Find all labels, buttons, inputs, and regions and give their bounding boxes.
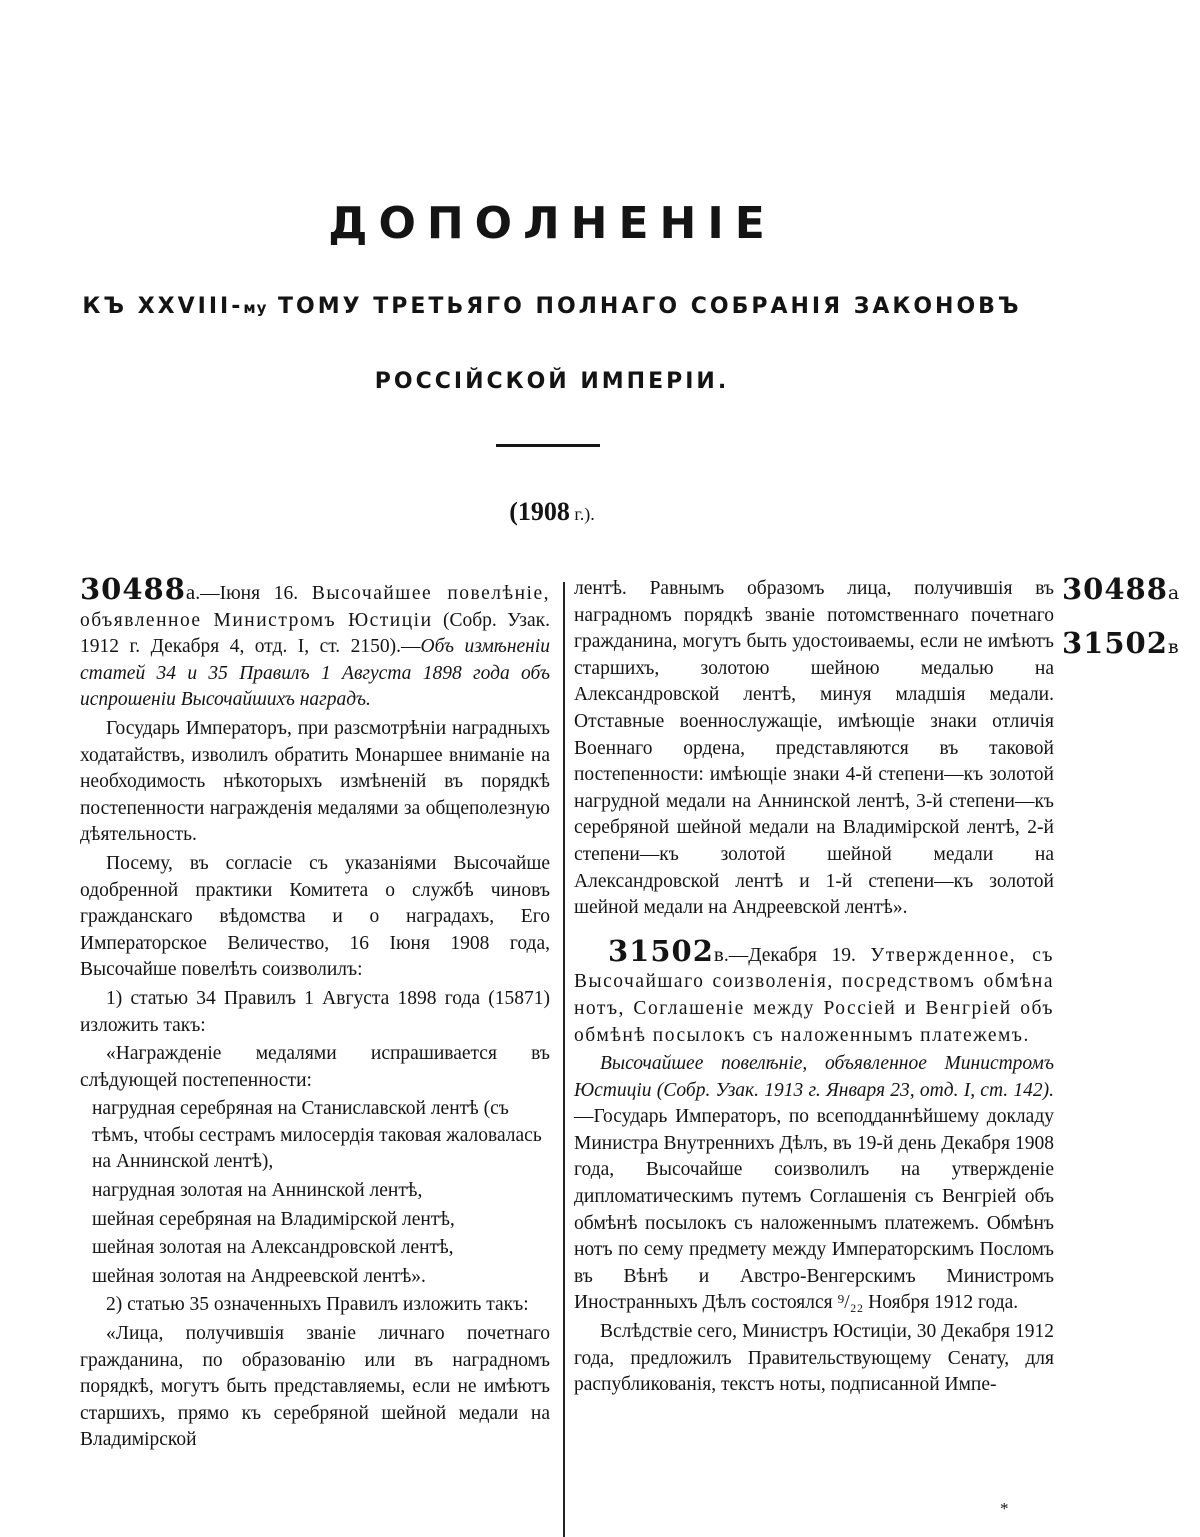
- title-divider: [496, 444, 600, 447]
- subtitle-volume-part2: ТОМУ ТРЕТЬЯГО ПОЛНАГО СОБРАНІЯ ЗАКОНОВЪ: [267, 294, 1022, 319]
- margin-number-2-suffix: в: [1167, 636, 1180, 658]
- column-separator: [563, 582, 565, 1537]
- entry-2-paragraph-1-text: —Государь Императоръ, по всеподданнѣйшему докладу Министра Внутреннихъ Дѣлъ, въ 19-й день Декабря 1908 года, Высочайше соизволилъ на утвержденіе дипломатическимъ путемъ Соглашенія съ Венгріей объ обмѣнѣ посылокъ съ наложеннымъ платежемъ. Обмѣнъ нотъ по сему предмету между Императорскимъ Посломъ въ Вѣнѣ и Австро-Венгерскимъ Министромъ Иностранныхъ Дѣлъ состоялся ⁹/₂₂ Ноября 1912 года.: [574, 1106, 1054, 1314]
- entry-1-citation: (Собр. Узак. 1912 г. Декабря 4, отд. I, ст. 2150).—: [80, 609, 550, 658]
- entry-2-number: 31502: [608, 933, 714, 968]
- left-column: [80, 572, 550, 1454]
- entry-2-heading-text: Утвержденное, съ Высочайшаго соизволенія, посредствомъ обмѣна нотъ, Соглашеніе между Россіей и Венгріей объ обмѣнѣ посылокъ съ наложеннымъ платежемъ.: [574, 944, 1054, 1046]
- subtitle-empire: РОССІЙСКОЙ ИМПЕРІИ.: [374, 369, 730, 394]
- right-column: [574, 576, 1054, 1399]
- entry-1-subject: Объ измѣненіи статей 34 и 35 Правилъ 1 Августа 1898 года объ испрошеніи Высочайшихъ наградъ.: [80, 636, 550, 711]
- medal-list-item-5: шейная золотая на Андреевской лентѣ».: [92, 1265, 426, 1287]
- entry-2-number-suffix: в: [713, 941, 724, 966]
- entry-1-paragraph-4: «Награжденіе медалями испрашивается въ слѣдующей постепенности:: [80, 1043, 550, 1091]
- margin-number-2-digits: 31502: [1062, 626, 1168, 660]
- entry-1-number: 30488: [80, 572, 186, 606]
- medal-list-item-4: шейная золотая на Александровской лентѣ,: [92, 1237, 454, 1259]
- entry-1-paragraph-3: 1) статью 34 Правилъ 1 Августа 1898 года (15871) изложить такъ:: [80, 987, 550, 1036]
- entry-2-date: .—Декабря 19.: [723, 944, 871, 966]
- subtitle-volume-part1: КЪ XXVIII-: [82, 294, 244, 319]
- subtitle-volume-superscript: му: [243, 299, 268, 317]
- medal-list-item-2: нагрудная золотая на Аннинской лентѣ,: [92, 1180, 423, 1202]
- entry-1-heading-text: Высочайшее повелѣніе, объявленное Министромъ Юстиціи: [80, 583, 550, 631]
- entry-1-heading: [80, 572, 550, 714]
- margin-number-2: [1062, 626, 1180, 660]
- year-heading: [0, 497, 1104, 527]
- medal-list-item-3: шейная серебряная на Владимірской лентѣ,: [92, 1208, 455, 1230]
- margin-number-1: [1062, 572, 1180, 606]
- entry-1-paragraph-6-continued: лентѣ. Равнымъ образомъ лица, получившія въ наградномъ порядкѣ званіе потомственнаго почетнаго гражданина, могутъ быть удостоиваемы, если не имѣютъ старшихъ, золотою шейною медалью на Александровской лентѣ, минуя младшія медали. Отставные военнослужащіе, имѣющіе знаки отличія Военнаго ордена, представляются въ таковой постепенности: имѣющіе знаки 4-й степени—къ золотой нагрудной медали на Аннинской лентѣ, 3-й степени—къ серебряной шейной медали на Владимірской лентѣ, 2-й степени—къ золотой шейной медали на Александровской лентѣ и 1-й степени—къ золотой шейной медали на Андреевской лентѣ».: [574, 578, 1054, 919]
- footnote-mark: *: [1000, 1499, 1009, 1518]
- entry-1-paragraph-6: «Лица, получившія званіе личнаго почетнаго гражданина, по образованію или въ наградномъ порядкѣ, могутъ быть представляемы, если не имѣютъ старшихъ, прямо къ серебряной шейной медали на Владимірской: [80, 1323, 550, 1451]
- subtitle-volume: [0, 294, 1104, 319]
- page-title: ДОПОЛНЕНІЕ: [328, 198, 776, 249]
- year-number: (1908: [509, 497, 570, 526]
- entry-2-paragraph-2: Вслѣдствіе сего, Министръ Юстиціи, 30 Декабря 1912 года, предложилъ Правительствующему Сенату, для распубликованія, текстъ ноты, подписанной Импе-: [574, 1321, 1054, 1396]
- entry-2-paragraph-1: [574, 1051, 1054, 1317]
- entry-2-citation: Высочайшее повелѣніе, объявленное Министромъ Юстиціи (Собр. Узак. 1913 г. Января 23, отд. I, ст. 142).: [574, 1053, 1054, 1101]
- entry-1-number-suffix: а: [185, 580, 196, 604]
- entry-1-paragraph-1: Государь Императоръ, при разсмотрѣніи наградныхъ ходатайствъ, изволилъ обратить Монаршее вниманіе на необходимость нѣкоторыхъ измѣненій въ порядкѣ постепенности награжденія медалями за общеполезную дѣятельность.: [80, 717, 550, 846]
- margin-number-1-suffix: а: [1167, 582, 1181, 604]
- entry-1-date: .—Іюня 16.: [195, 583, 312, 604]
- entry-1-paragraph-5: 2) статью 35 означенныхъ Правилъ изложить такъ:: [106, 1294, 529, 1316]
- entry-1-paragraph-2: Посему, въ согласіе съ указаніями Высочайше одобренной практики Комитета о службѣ чиновъ гражданскаго вѣдомства и о наградахъ, Его Императорское Величество, 16 Іюня 1908 года, Высочайше повелѣть соизволилъ:: [80, 852, 550, 981]
- margin-number-1-digits: 30488: [1062, 572, 1168, 606]
- year-suffix: г.).: [569, 504, 595, 524]
- entry-2-heading: [574, 933, 1054, 1049]
- medal-list-item-1: нагрудная серебряная на Станиславской лентѣ (съ тѣмъ, чтобы сестрамъ милосердія таковая жаловалась на Аннинской лентѣ),: [92, 1098, 542, 1173]
